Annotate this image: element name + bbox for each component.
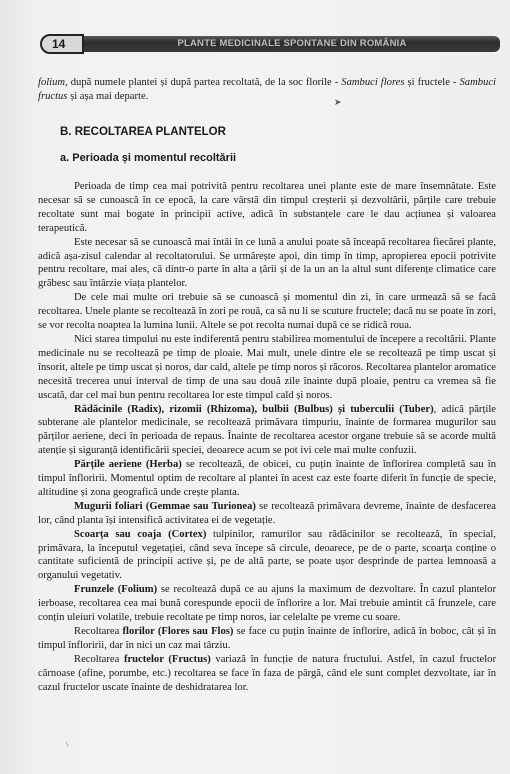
page-header	[40, 34, 500, 56]
stray-mark: ➤	[334, 97, 342, 107]
paragraph: Recoltarea florilor (Flores sau Flos) se face cu puțin înainte de înflorire, adică în boboc, cât și în timpul înfloririi, dar în nici un caz mai târziu.	[38, 626, 497, 651]
paragraph: Mugurii foliari (Gemmae sau Turionea) se recoltează primăvara devreme, înainte de desfacerea lor, când planta își intensifică activitatea ei de vegetație.	[38, 500, 497, 526]
paragraph: Rădăcinile (Radix), rizomii (Rhizoma), bulbii (Bulbus) și tuberculii (Tuber), adică părțile subterane ale plantelor medicinale, se recoltează primăvara timpuriu, înainte de formarea mugurilor sau părților aeriene, deci în perioada de repaus. Înainte de recoltarea acestor organe trebuie să se acorde multă atenție și siguranță identificării speciei, deoarece acum se pot ivi cele mai multe confuzii.	[38, 403, 496, 457]
page-number: 14	[40, 34, 84, 54]
paragraph: Perioada de timp cea mai potrivită pentru recoltarea unei plante este de mare însemnătate. Este necesar să se cunoască în ce epocă, la care vârstă din timpul creșterii și dezvoltării, părțile care trebuie recoltate sunt mai bogate în principii active, adică în substanțele care le dau acțiunea și valoarea terapeutică.	[38, 181, 496, 234]
term-bold: florilor (Flores sau Flos)	[122, 626, 234, 637]
subsection-title: a. Perioada și momentul recoltării	[60, 152, 237, 164]
stray-mark: \	[66, 740, 69, 749]
continuation-paragraph: folium, după numele plantei și după partea recoltată, de la soc florile - Sambuci flores și fructele - Sambuci fructus și așa mai departe.	[38, 77, 496, 102]
body-text	[38, 180, 496, 695]
term-bold: Părțile aeriene (Herba)	[74, 459, 182, 471]
term-bold: fructelor (Fructus)	[123, 653, 211, 665]
term-bold: Mugurii foliari (Gemmae sau Turionea)	[74, 500, 256, 512]
section-title: B. RECOLTAREA PLANTELOR	[60, 126, 226, 138]
latin-term: Sambuci flores	[341, 77, 405, 88]
latin-term: Sambuci fructus	[38, 77, 496, 102]
term-bold: Rădăcinile (Radix), rizomii (Rhizoma), bulbii (Bulbus) și tuberculii (Tuber)	[74, 403, 434, 415]
paragraph: Părțile aeriene (Herba) se recoltează, de obicei, cu puțin înainte de înflorirea completă sau în timpul înfloririi. Momentul optim de recoltare al plantei în acest caz este foarte diferit în funcție de specie, altitudine și zona geografică unde crește planta.	[38, 459, 496, 498]
term-bold: Scoarța sau coaja (Cortex)	[74, 528, 207, 540]
paragraph: Frunzele (Folium) se recoltează după ce au ajuns la maximum de dezvoltare. În cazul plantelor ierboase, recoltarea cea mai bună corespunde epocii de înflorire a lor. Mai trebuie amintit că frunzele, care conțin uleiuri volatile, trebuie recoltate pe timp noros, iar celelalte pe vreme cu soare.	[38, 584, 496, 624]
paragraph: Este necesar să se cunoască mai întâi în ce lună a anului poate să înceapă recoltarea fiecărei plante, adică așa-zisul calendar al recoltatorului. Se urmărește apoi, din timp în timp, apropierea epocii potrivite pentru recoltare, mai ales, că dintr-o parte în alta a țării și de la un an la altul sunt diferențe climatice care grăbesc sau întârzie viața plantelor.	[38, 236, 496, 290]
paragraph: Nici starea timpului nu este indiferentă pentru stabilirea momentului de începere a recoltării. Plante medicinale nu se recoltează pe timp de ploaie. Mai mult, unele dintre ele se recoltează pe timp uscat și însorit, altele pe timp uscat și noros, dar cald, altele pe timp noros și răcoros. Recoltarea plantelor aromatice necesită trecerea unui interval de timp de una sau două zile înainte după ploaie, pentru ca vremea să fie uscată, dar cel mai bun pentru recoltarea lor este timpul cald și noros.	[38, 333, 496, 401]
paragraph: De cele mai multe ori trebuie să se cunoască și momentul din zi, în care urmează să se facă recoltarea. Unele plante se recoltează în zori pe rouă, ca să nu li se scuture fructele; dacă nu se poate în zori, se vor recolta noaptea la lumina lunii. Altele se pot recolta numai după ce se ridică roua.	[38, 292, 496, 332]
paragraph: Recoltarea fructelor (Fructus) variază în funcție de natura fructului. Astfel, în cazul fructelor cărnoase (afine, porumbe, etc.) recoltarea se face în faza de pârgă, când ele sunt complet dezvoltate, iar în cazul fructelor uscate înainte de deshidratarea lor.	[38, 653, 496, 693]
running-title: PLANTE MEDICINALE SPONTANE DIN ROMÂNIA	[84, 36, 500, 52]
paragraph: Scoarța sau coaja (Cortex) tulpinilor, ramurilor sau rădăcinilor se recoltează, în special, primăvara, la începutul vegetației, când seva începe să circule, deoarece, pe de o parte, scoarța conține o cantitate suficientă de principii active și, pe de altă parte, se poate ușor desprinde de partea lemnoasă a organului vegetativ.	[38, 528, 496, 582]
latin-term: folium	[38, 77, 66, 88]
term-bold: Frunzele (Folium)	[74, 584, 158, 596]
